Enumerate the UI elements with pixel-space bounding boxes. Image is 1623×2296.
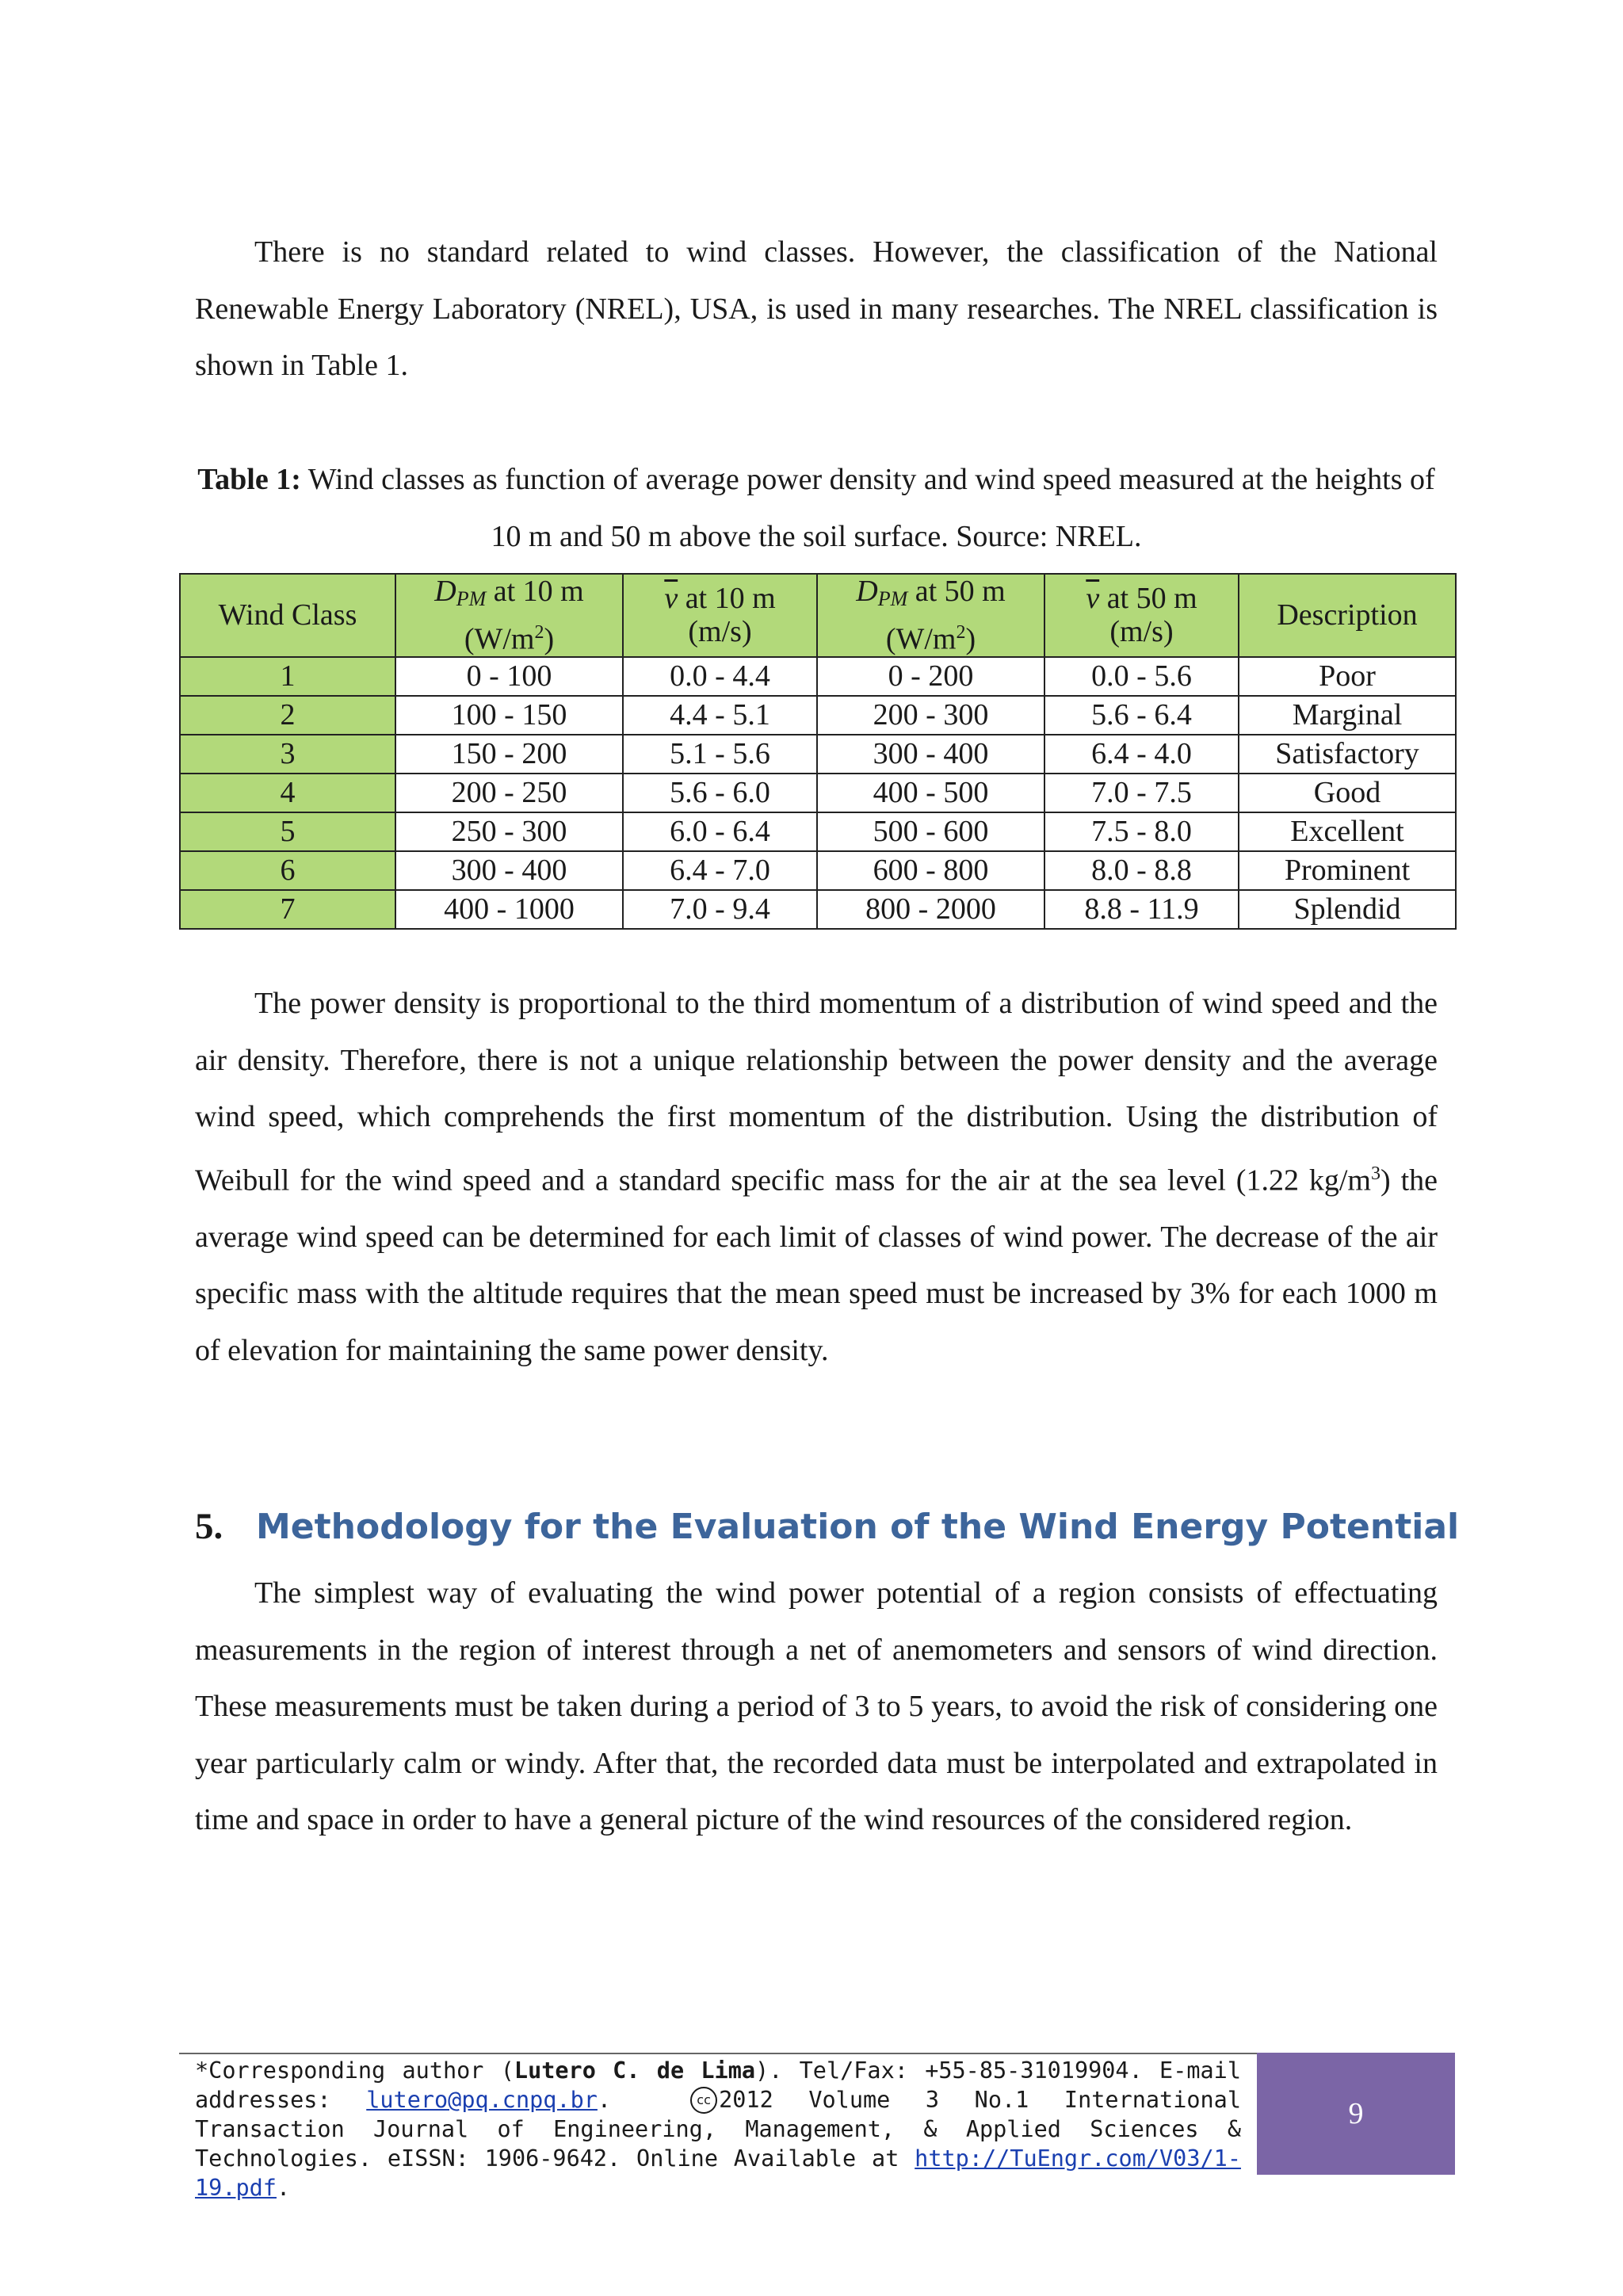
cell-wind-class: 2	[180, 696, 395, 735]
header-v-50m: $\overline{v}$ at 50 m (m/s)	[1044, 574, 1239, 657]
cell-dpm-50m: 800 - 2000	[817, 890, 1044, 929]
table-caption-text: Wind classes as function of average power density and wind speed measured at the heights of 10 m and 50 m above the soil surface. Source: NREL.	[307, 463, 1435, 553]
footer-email-link[interactable]: lutero@pq.cnpq.br	[366, 2087, 598, 2113]
header-v-10m: $\overline{v}$ at 10 m (m/s)	[623, 574, 817, 657]
cell-wind-class: 4	[180, 774, 395, 812]
cell-description: Poor	[1239, 657, 1456, 696]
header-wind-class: Wind Class	[180, 574, 395, 657]
footer-author: Lutero C. de Lima	[514, 2057, 756, 2084]
cell-dpm-50m: 0 - 200	[817, 657, 1044, 696]
page-number-box	[1257, 2053, 1455, 2175]
table-row	[180, 812, 1456, 851]
footer-divider	[179, 2053, 1257, 2054]
cell-description: Marginal	[1239, 696, 1456, 735]
table-row	[180, 890, 1456, 929]
cell-wind-class: 3	[180, 735, 395, 774]
cell-v-50m: 7.5 - 8.0	[1044, 812, 1239, 851]
table-row	[180, 657, 1456, 696]
cell-v-50m: 5.6 - 6.4	[1044, 696, 1239, 735]
header-dpm-50m: DPM at 50 m $(W/m^2)$	[817, 574, 1044, 657]
wind-class-table	[179, 573, 1457, 930]
paragraph-wind-classes-intro: There is no standard related to wind classes. However, the classification of the National Renewable Energy Laboratory (NREL), USA, is used in many researches. The NREL classification is shown in Table 1.	[195, 235, 1438, 382]
cell-dpm-10m: 400 - 1000	[395, 890, 623, 929]
cell-dpm-50m: 200 - 300	[817, 696, 1044, 735]
cell-description: Satisfactory	[1239, 735, 1456, 774]
paragraph-power-density: The power density is proportional to the third momentum of a distribution of wind speed and the air density. Therefore, there is not a unique relationship between the power density and the average wind speed, which comprehends the first momentum of the distribution. Using the distribution of Weibull for the wind speed and a standard specific mass for the air at the sea level (1.22 $kg/m^3$) the average wind speed can be determined for each limit of classes of wind power. The decrease of the air specific mass with the altitude requires that the mean speed must be increased by 3% for each 1000 m of elevation for maintaining the same power density.	[195, 987, 1438, 1367]
cell-v-10m: 7.0 - 9.4	[623, 890, 817, 929]
creative-commons-icon: cc	[690, 2087, 717, 2114]
cell-v-50m: 0.0 - 5.6	[1044, 657, 1239, 696]
cell-wind-class: 6	[180, 851, 395, 890]
table-caption	[195, 452, 1438, 565]
cell-dpm-50m: 600 - 800	[817, 851, 1044, 890]
footer-note: *Corresponding author (Lutero C. de Lima). Tel/Fax: +55-85-31019904. E-mail addresses: lutero@pq.cnpq.br. cc 2012 Volume 3 No.1 International Transaction Journal of Engineering, Management, & Applied Sciences & Technologies. eISSN: 1906-9642. Online Available at http://TuEngr.com/V03/1-19.pdf.	[195, 2057, 1241, 2201]
cell-dpm-10m: 0 - 100	[395, 657, 623, 696]
cell-dpm-10m: 100 - 150	[395, 696, 623, 735]
page-number: 9	[1348, 2097, 1364, 2130]
cell-v-50m: 6.4 - 4.0	[1044, 735, 1239, 774]
cell-v-10m: 5.1 - 5.6	[623, 735, 817, 774]
header-dpm-10m: DPM at 10 m $(W/m^2)$	[395, 574, 623, 657]
paragraph-methodology: The simplest way of evaluating the wind power potential of a region consists of effectuating measurements in the region of interest through a net of anemometers and sensors of wind direction. These measurements must be taken during a period of 3 to 5 years, to avoid the risk of considering one year particularly calm or windy. After that, the recorded data must be interpolated and extrapolated in time and space in order to have a general picture of the wind resources of the considered region.	[195, 1576, 1438, 1836]
cell-v-10m: 5.6 - 6.0	[623, 774, 817, 812]
cell-dpm-10m: 150 - 200	[395, 735, 623, 774]
cell-dpm-50m: 400 - 500	[817, 774, 1044, 812]
cell-v-50m: 7.0 - 7.5	[1044, 774, 1239, 812]
cell-dpm-50m: 300 - 400	[817, 735, 1044, 774]
section-heading	[195, 1503, 1459, 1551]
cell-v-10m: 6.4 - 7.0	[623, 851, 817, 890]
cell-wind-class: 5	[180, 812, 395, 851]
table-row	[180, 696, 1456, 735]
section-number: 5.	[195, 1506, 223, 1547]
section-title: Methodology for the Evaluation of the Wind Energy Potential	[256, 1507, 1460, 1547]
cell-dpm-10m: 250 - 300	[395, 812, 623, 851]
table-caption-label: Table 1:	[197, 463, 301, 496]
cell-v-50m: 8.8 - 11.9	[1044, 890, 1239, 929]
cell-dpm-10m: 200 - 250	[395, 774, 623, 812]
table-row	[180, 735, 1456, 774]
header-description: Description	[1239, 574, 1456, 657]
cell-wind-class: 1	[180, 657, 395, 696]
footer-url-link[interactable]: http://TuEngr.com/V03/1-19.pdf	[195, 2145, 1241, 2201]
cell-dpm-50m: 500 - 600	[817, 812, 1044, 851]
cell-description: Prominent	[1239, 851, 1456, 890]
cell-description: Excellent	[1239, 812, 1456, 851]
cell-description: Splendid	[1239, 890, 1456, 929]
table-row	[180, 774, 1456, 812]
cell-dpm-10m: 300 - 400	[395, 851, 623, 890]
table-header-row	[180, 574, 1456, 657]
cell-wind-class: 7	[180, 890, 395, 929]
cell-description: Good	[1239, 774, 1456, 812]
cell-v-10m: 0.0 - 4.4	[623, 657, 817, 696]
footer-journal-info: 2012 Volume 3 No.1 International Transaction Journal of Engineering, Management, & Applied Sciences & Technologies. eISSN: 1906-9642. Online Available at	[195, 2087, 1241, 2172]
cell-v-50m: 8.0 - 8.8	[1044, 851, 1239, 890]
table-row	[180, 851, 1456, 890]
cell-v-10m: 6.0 - 6.4	[623, 812, 817, 851]
cell-v-10m: 4.4 - 5.1	[623, 696, 817, 735]
